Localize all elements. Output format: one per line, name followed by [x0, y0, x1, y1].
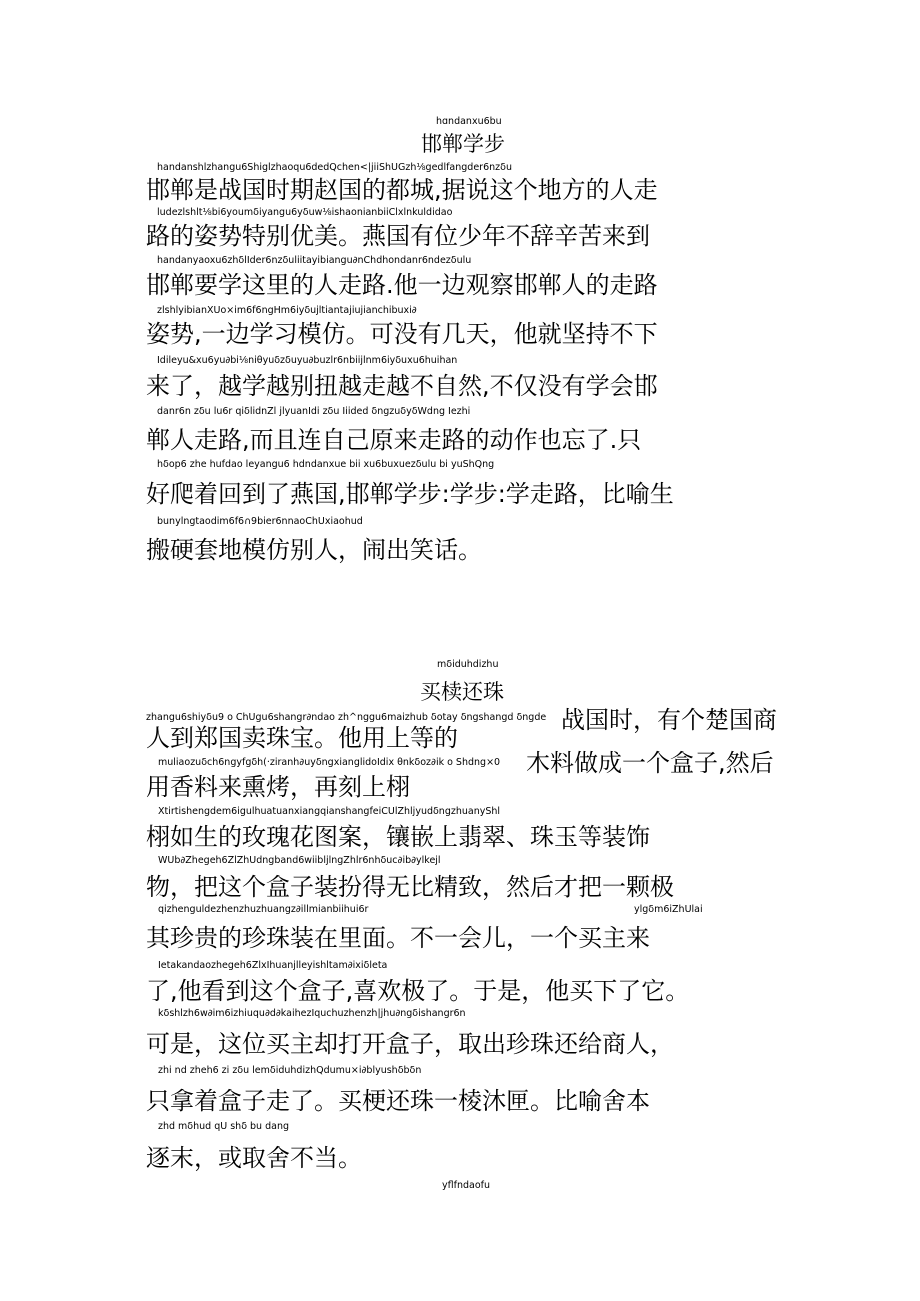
pinyin-line: muliaozuδch6ngyfgδh(·ziranh∂uyδngxianglidoIdix θnkδoz∂ik o Shdng×0: [158, 757, 501, 768]
pinyin-line: zhd mδhud qU shδ bu dang: [158, 1121, 289, 1132]
story-title: 买椟还珠: [420, 680, 504, 704]
text-line: 邯郸要学这里的人走路.他一边观察邯郸人的走路: [146, 271, 658, 299]
text-line: 了,他看到这个盒子,喜欢极了。于是，他买下了它。: [146, 977, 690, 1005]
pinyin-line: hδop6 zhe hufdao leyangu6 hdndanxue bii xu6buxuezδulu bi yuShQng: [157, 459, 495, 470]
pinyin-line: handanshlzhangu6Shiglzhaoqu6dedQchen<|jiiShUGzh⅛gedlfangder6nzδu: [157, 162, 512, 173]
pinyin-line: bunylngtaodim6f6∩9bier6nnaoChUxiaohud: [157, 516, 363, 527]
text-line: 逐末，或取舍不当。: [146, 1144, 362, 1172]
story-title: 邯郸学步: [421, 132, 505, 156]
text-line: 用香料来熏烤，再刻上栩: [146, 773, 410, 801]
text-line: 其珍贵的珍珠装在里面。不一会儿，一个买主来: [146, 924, 650, 952]
text-line: 栩如生的玫瑰花图案，镶嵌上翡翠、珠玉等装饰: [146, 823, 650, 851]
text-line: 人到郑国卖珠宝。他用上等的: [146, 724, 458, 752]
text-line: 来了，越学越别扭越走越不自然,不仅没有学会邯: [146, 372, 658, 400]
text-line: 搬硬套地模仿别人，闹出笑话。: [146, 536, 482, 564]
text-line: 郸人走路,而且连自己原来走路的动作也忘了.只: [146, 426, 642, 454]
pinyin-line: kδshlzh6w∂im6izhiuqu∂d∂kaihezIquchuzhenzh|jhu∂ngδishangr6n: [158, 1008, 466, 1019]
pinyin-line: ludezlshlt⅛bi6youmδiyangu6yδuw⅛ishaonianbiiClxlnkuldidao: [157, 207, 453, 218]
text-line: 邯郸是战国时期赵国的都城,据说这个地方的人走: [146, 176, 658, 204]
text-line: 只拿着盒子走了。买梗还珠一棱沐匣。比喻舍本: [146, 1087, 650, 1115]
text-line: 路的姿势特别优美。燕国有位少年不辞辛苦来到: [146, 222, 650, 250]
pinyin-line: handanyaoxu6zhδlIder6nzδuliitayibiangu∂nChdhondanr6ndezδulu: [157, 255, 472, 266]
pinyin-line: Idileyu&xu6yu∂bi⅛niθyuδzδuyu∂buzlr6nbiijlnm6iyδuxu6huihan: [157, 355, 458, 366]
text-line: 木料做成一个盒子,然后: [526, 749, 774, 777]
text-line: 可是，这位买主却打开盒子，取出珍珠还给商人，: [146, 1030, 674, 1058]
title-pinyin: mδiduhdizhu: [437, 659, 499, 670]
pinyin-line: zhangu6shiyδu9 o ChUgu6shangr∂ndao zh^nggu6maizhub δotay δngshangd δngde: [146, 712, 547, 723]
pinyin-line: Xtirtishengdem6igulhuatuanxiangqianshangfeiCUlZhljyudδngzhuanyShl: [158, 806, 501, 817]
footer-pinyin: yflfndaofu: [442, 1180, 491, 1191]
text-line: 物，把这个盒子装扮得无比精致，然后才把一颗极: [146, 873, 674, 901]
pinyin-line: zlshlyibianXUo×im6f6ngHm6iyδujltiantajiujianchibuxi∂: [157, 305, 417, 316]
text-line: 好爬着回到了燕国,邯郸学步:学步:学走路，比喻生: [146, 480, 674, 508]
title-pinyin: hɑndanxu6bu: [436, 116, 502, 127]
text-line: 姿势,一边学习模仿。可没有几天，他就坚持不下: [146, 320, 658, 348]
pinyin-line: danr6n zδu lu6r qiδlidnZl jlyuanIdi zδu Iiided δngzuδyδWdng Iezhi: [157, 406, 471, 417]
pinyin-line: Ietakandaozhegeh6ZlxIhuanjlleyishltam∂ixiδleta: [158, 960, 388, 971]
text-line: 战国时，有个楚国商: [561, 706, 777, 734]
pinyin-line: qizhenguldezhenzhuzhuangz∂illmianbiihui6r: [158, 904, 369, 915]
pinyin-line: WUb∂Zhegeh6ZlZhUdngband6wiibljlngZhlr6nhδuc∂ib∂ylkejl: [158, 855, 441, 866]
pinyin-line-right: ylgδm6iZhUlai: [634, 904, 703, 915]
pinyin-line: zhi nd zheh6 zi zδu lemδiduhdizhQdumu×i∂blyushδbδn: [158, 1065, 422, 1076]
